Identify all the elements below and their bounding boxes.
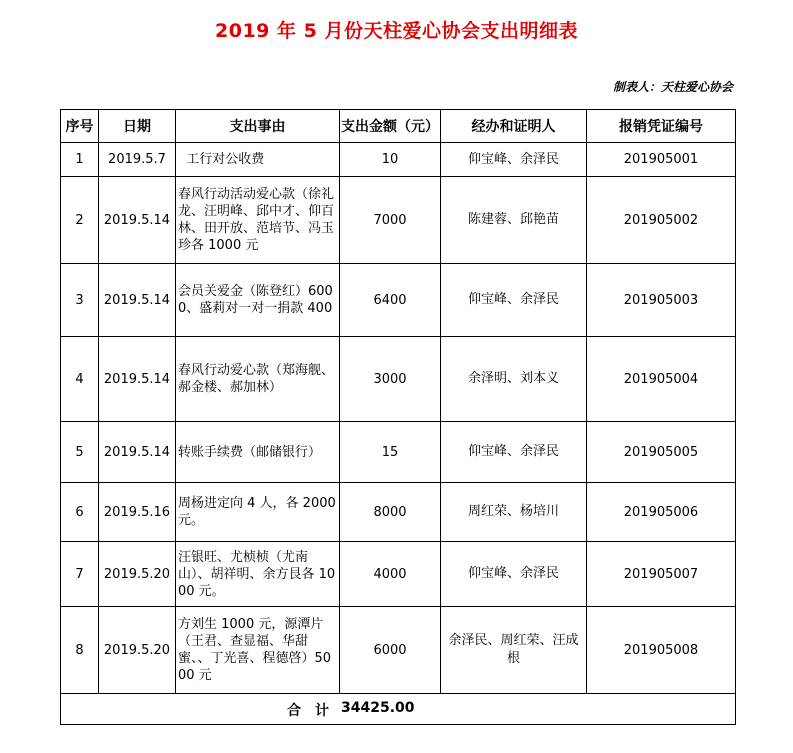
cell-date: 2019.5.14 (99, 337, 176, 422)
cell-voucher: 201905002 (587, 177, 736, 264)
header-amount: 支出金额（元） (340, 110, 441, 143)
cell-amount: 3000 (340, 337, 441, 422)
cell-reason: 工行对公收费 (176, 143, 340, 177)
table-row (61, 177, 736, 264)
table-row (61, 337, 736, 422)
cell-amount: 6400 (340, 264, 441, 337)
cell-reason: 会员关爱金（陈登红）6000、盛莉对一对一捐款 400 (176, 264, 340, 337)
cell-date: 2019.5.7 (99, 143, 176, 177)
cell-voucher: 201905004 (587, 337, 736, 422)
cell-handler: 陈建蓉、邱艳苗 (441, 177, 587, 264)
cell-reason: 汪银旺、尤桢桢（尤南山）、胡祥明、余方艮各 1000 元。 (176, 542, 340, 607)
cell-amount: 10 (340, 143, 441, 177)
cell-seq: 6 (61, 483, 99, 542)
cell-amount: 4000 (340, 542, 441, 607)
cell-date: 2019.5.14 (99, 264, 176, 337)
table-row (61, 422, 736, 483)
cell-reason: 春风行动爱心款（郑海舰、郝金楼、郝加林） (176, 337, 340, 422)
cell-reason: 周杨进定向 4 人，各 2000 元。 (176, 483, 340, 542)
expense-table (60, 109, 736, 725)
cell-amount: 6000 (340, 607, 441, 694)
cell-amount: 15 (340, 422, 441, 483)
cell-voucher: 201905006 (587, 483, 736, 542)
cell-seq: 5 (61, 422, 99, 483)
header-reason: 支出事由 (176, 110, 340, 143)
cell-voucher: 201905003 (587, 264, 736, 337)
cell-seq: 7 (61, 542, 99, 607)
cell-handler: 仰宝峰、余泽民 (441, 542, 587, 607)
cell-seq: 8 (61, 607, 99, 694)
table-row (61, 264, 736, 337)
cell-reason: 转账手续费（邮储银行） (176, 422, 340, 483)
cell-amount: 8000 (340, 483, 441, 542)
cell-handler: 余泽明、刘本义 (441, 337, 587, 422)
cell-handler: 仰宝峰、余泽民 (441, 422, 587, 483)
cell-date: 2019.5.16 (99, 483, 176, 542)
total-value: 34425.00 (341, 700, 415, 716)
cell-reason: 春风行动活动爱心款（徐礼龙、汪明峰、邱中才、仰百林、田开放、范培节、冯玉珍各 1000 元 (176, 177, 340, 264)
cell-date: 2019.5.20 (99, 542, 176, 607)
cell-handler: 仰宝峰、余泽民 (441, 264, 587, 337)
cell-handler: 余泽民、周红荣、汪成根 (441, 607, 587, 694)
header-handler: 经办和证明人 (441, 110, 587, 143)
cell-voucher: 201905001 (587, 143, 736, 177)
cell-date: 2019.5.14 (99, 177, 176, 264)
table-row (61, 607, 736, 694)
cell-seq: 3 (61, 264, 99, 337)
table-row (61, 542, 736, 607)
table-row (61, 143, 736, 177)
cell-voucher: 201905008 (587, 607, 736, 694)
page-title: 2019 年 5 月份天柱爱心协会支出明细表 (215, 20, 578, 42)
cell-handler: 仰宝峰、余泽民 (441, 143, 587, 177)
cell-seq: 4 (61, 337, 99, 422)
table-maker: 制表人：天柱爱心协会 (612, 80, 733, 94)
cell-seq: 1 (61, 143, 99, 177)
cell-voucher: 201905007 (587, 542, 736, 607)
cell-amount: 7000 (340, 177, 441, 264)
cell-voucher: 201905005 (587, 422, 736, 483)
cell-handler: 周红荣、杨培川 (441, 483, 587, 542)
cell-date: 2019.5.20 (99, 607, 176, 694)
header-voucher: 报销凭证编号 (587, 110, 736, 143)
table-header-row (61, 110, 736, 143)
total-row (61, 694, 736, 725)
cell-date: 2019.5.14 (99, 422, 176, 483)
total-cell (61, 694, 736, 725)
total-label: 合 计 (287, 703, 329, 719)
cell-seq: 2 (61, 177, 99, 264)
cell-reason: 方刘生 1000 元，源潭片（王君、查显福、华甜蜜、、丁光喜、程德啓）5000 元 (176, 607, 340, 694)
table-row (61, 483, 736, 542)
header-seq: 序号 (61, 110, 99, 143)
header-date: 日期 (99, 110, 176, 143)
